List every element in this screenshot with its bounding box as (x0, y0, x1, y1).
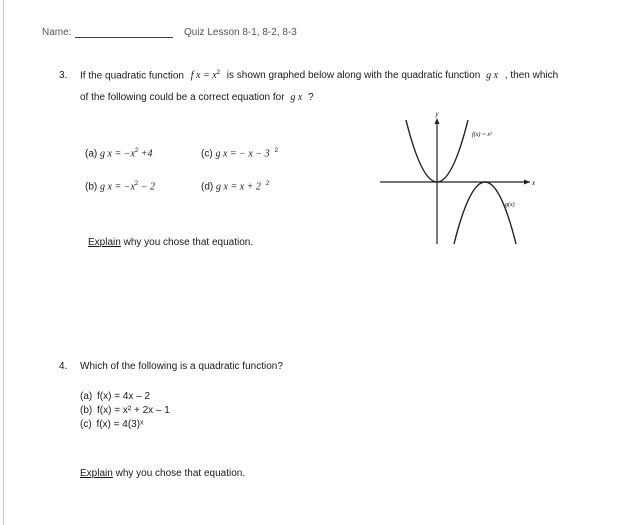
quiz-title: Quiz Lesson 8-1, 8-2, 8-3 (184, 27, 297, 38)
q3-text-a: If the quadratic function (80, 70, 184, 82)
explain-rest: why you chose that equation. (112, 468, 246, 479)
q3-fx-exponent: 2 (216, 70, 220, 76)
g-curve-label: g(x) (505, 202, 515, 208)
option-label: (b) (85, 181, 98, 193)
q3-text-c: , then which (504, 70, 559, 82)
option-expression: g x = −x (100, 148, 135, 160)
option-tail: − 2 (138, 181, 155, 193)
y-axis-arrow (435, 118, 440, 124)
q3-question-mark: ? (308, 92, 314, 103)
explain-word: Explain (88, 237, 121, 248)
q3-gx: g x (486, 70, 499, 82)
q3-gx-2: g x (290, 92, 303, 103)
option-label: (d) (201, 181, 214, 193)
option-label: (c) (80, 419, 92, 430)
q4-option-c (80, 419, 143, 430)
option-text: f(x) = x² + 2x – 1 (97, 405, 170, 416)
q3-number: 3. (59, 70, 68, 81)
option-exponent: 2 (265, 181, 270, 187)
x-axis-arrow (524, 180, 530, 185)
q3-text-b: is shown graphed below along with the quadratic function (226, 70, 481, 82)
option-tail: +4 (138, 148, 153, 160)
q4-question: Which of the following is a quadratic function? (80, 361, 283, 372)
option-label: (a) (85, 148, 98, 160)
option-label: (a) (80, 391, 93, 402)
option-exponent: 2 (134, 181, 139, 187)
g-curve (454, 182, 516, 244)
name-label: Name: (42, 27, 72, 38)
explain-rest: why you chose that equation. (120, 237, 254, 248)
option-label: (c) (201, 148, 213, 160)
q4-explain (80, 468, 245, 479)
option-exponent: 2 (274, 148, 278, 154)
q3-text-d: of the following could be a correct equation for (80, 92, 285, 103)
option-label: (b) (80, 405, 93, 416)
q3-fx: f x = x (190, 70, 217, 82)
q4-number: 4. (59, 361, 68, 372)
option-expression: g x = −x (100, 181, 135, 193)
option-text: f(x) = 4(3)ˣ (96, 419, 144, 430)
option-text: f(x) = 4x – 2 (97, 391, 151, 402)
f-curve-label: f(x) = x² (472, 132, 492, 138)
option-exponent: 2 (134, 148, 139, 154)
explain-word: Explain (80, 468, 113, 479)
option-expression: g x = − x − 3 (215, 148, 270, 160)
option-expression: g x = x + 2 (216, 181, 261, 193)
x-axis-label: x (532, 179, 536, 187)
q4-option-b (80, 405, 170, 416)
y-axis-label: y (435, 110, 439, 118)
q4-option-a (80, 391, 150, 402)
